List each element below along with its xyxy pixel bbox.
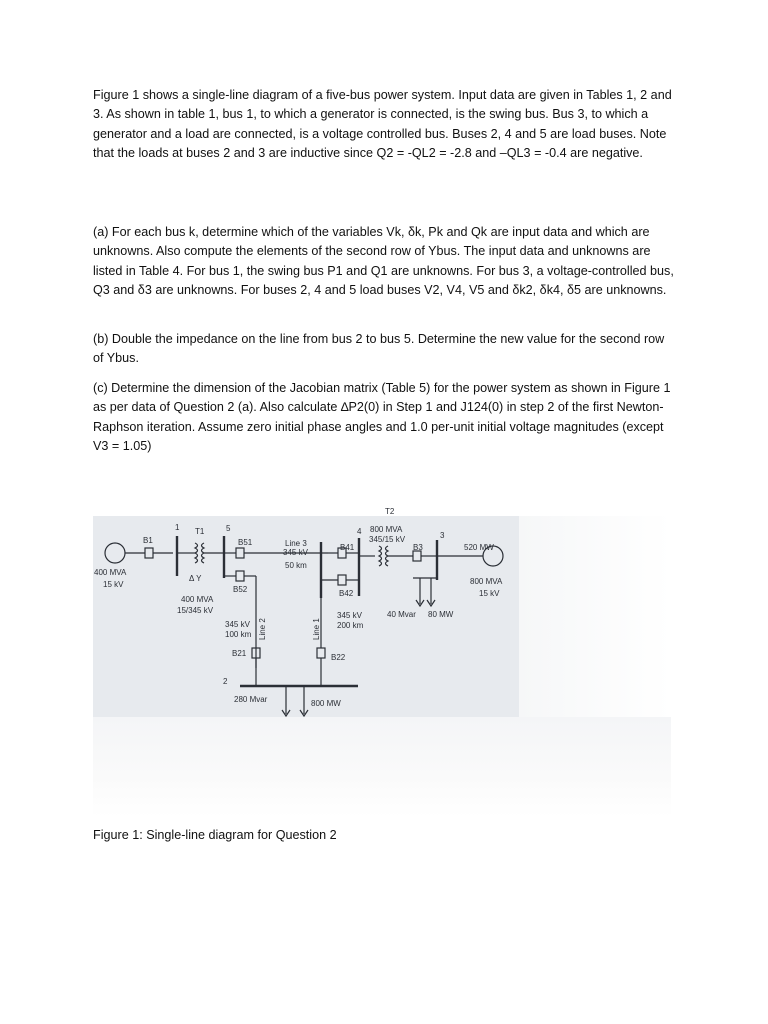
gen1-rating: 400 MVA xyxy=(94,568,127,577)
transformer-t1-symbol xyxy=(195,543,198,563)
breaker-b22 xyxy=(317,648,325,658)
breaker-b1-label: B1 xyxy=(143,536,153,545)
line2-length: 100 km xyxy=(225,630,252,639)
part-a-paragraph: (a) For each bus k, determine which of the variables Vk, δk, Pk and Qk are input data and which are unknowns. Also compute the elements of the second row of Ybus. The input data and unknowns are listed in Table 4. For bus 1, the swing bus P1 and Q1 are unknowns. For bus 3, a voltage-controlled bus, Q3 and δ3 are unknowns. For buses 2, 4 and 5 load buses V2, V4, V5 and δk2, δk4, δ5 are unknowns. xyxy=(93,225,674,298)
breaker-b21-label: B21 xyxy=(232,649,247,658)
bus-3-number: 3 xyxy=(440,531,445,540)
transformer-t2-symbol xyxy=(379,546,382,566)
breaker-b1 xyxy=(145,548,153,558)
gen3-voltage: 15 kV xyxy=(479,589,500,598)
breaker-b22-label: B22 xyxy=(331,653,346,662)
breaker-b52 xyxy=(236,571,244,581)
t2-ratio: 345/15 kV xyxy=(369,535,406,544)
load2-q: 280 Mvar xyxy=(234,695,268,704)
single-line-diagram xyxy=(93,507,519,717)
figure-scan-margin xyxy=(519,516,671,717)
line2-voltage: 345 kV xyxy=(225,620,250,629)
breaker-b3 xyxy=(413,551,421,561)
breaker-b52-label: B52 xyxy=(233,585,248,594)
bus-2-number: 2 xyxy=(223,677,228,686)
gen3-rating: 800 MVA xyxy=(470,577,503,586)
line3-length: 50 km xyxy=(285,561,307,570)
load2-p: 800 MW xyxy=(311,699,341,708)
gen1-voltage: 15 kV xyxy=(103,580,124,589)
figure-caption: Figure 1: Single-line diagram for Question 2 xyxy=(93,828,337,842)
breaker-b42 xyxy=(338,575,346,585)
breaker-b3-label: B3 xyxy=(413,543,423,552)
breaker-b51-label: B51 xyxy=(238,538,253,547)
generator-1-symbol xyxy=(105,543,125,563)
load3-q: 40 Mvar xyxy=(387,610,416,619)
line2-name: Line 2 xyxy=(258,618,267,640)
t2-name: T2 xyxy=(385,507,395,516)
line1-length: 200 km xyxy=(337,621,364,630)
line1-name: Line 1 xyxy=(312,618,321,640)
t1-rating: 400 MVA xyxy=(181,595,214,604)
bus-4-number: 4 xyxy=(357,527,362,536)
bus-5-number: 5 xyxy=(226,524,231,533)
t1-ratio: 15/345 kV xyxy=(177,606,214,615)
part-c-paragraph: (c) Determine the dimension of the Jacobian matrix (Table 5) for the power system as shown in Figure 1 as per data of Question 2 (a). Also calculate ∆P2(0) in Step 1 and J124(0) in step 2 of the first Newton-Raphson iteration. Assume zero initial phase angles and 1.0 per-unit initial voltage magnitudes (except V3 = 1.05) xyxy=(93,381,671,454)
line1-voltage: 345 kV xyxy=(337,611,362,620)
breaker-b42-label: B42 xyxy=(339,589,354,598)
breaker-b41-label: B41 xyxy=(340,543,355,552)
load3-p: 520 MW xyxy=(464,543,494,552)
line3-voltage: 345 kV xyxy=(283,548,308,557)
breaker-b51 xyxy=(236,548,244,558)
bus-1-number: 1 xyxy=(175,523,180,532)
t1-name: T1 xyxy=(195,527,205,536)
part-b-paragraph: (b) Double the impedance on the line from bus 2 to bus 5. Determine the new value for the second row of Ybus. xyxy=(93,332,665,366)
intro-paragraph: Figure 1 shows a single-line diagram of a five-bus power system. Input data are given in Tables 1, 2 and 3. As shown in table 1, bus 1, to which a generator is connected, is the swing bus. Bus 3, to which a generator and a load are connected, is a voltage controlled bus. Buses 2, 4 and 5 are load buses. Note that the loads at buses 2 and 3 are inductive since Q2 = -QL2 = -2.8 and –QL3 = -0.4 are negative. xyxy=(93,88,672,161)
delta-wye-mark: Δ Y xyxy=(189,574,202,583)
load3-p2: 80 MW xyxy=(428,610,454,619)
t2-rating: 800 MVA xyxy=(370,525,403,534)
line3-name: Line 3 xyxy=(285,539,307,548)
figure-scan-bottom xyxy=(93,717,671,817)
